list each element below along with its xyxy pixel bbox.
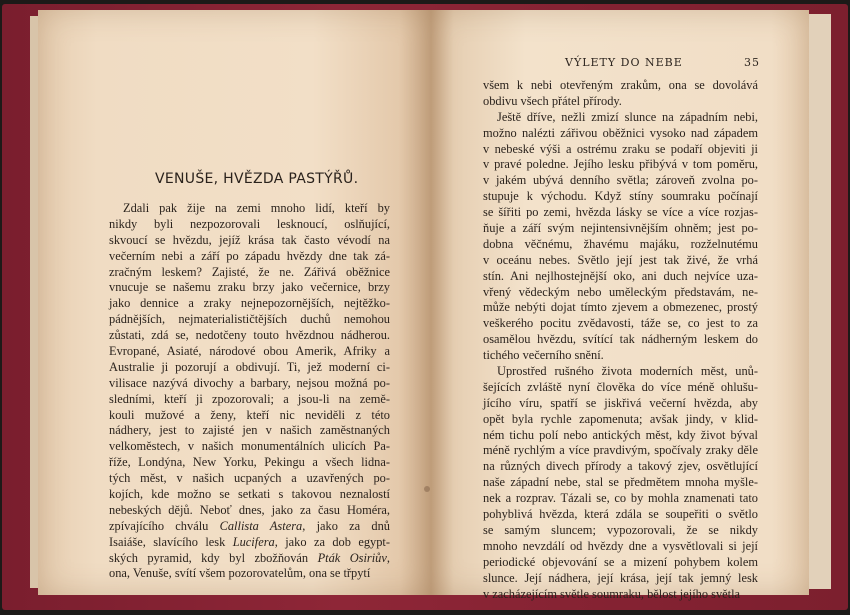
text-line: možno nalézti zářivou oběžnici vysoko nad západem [483, 125, 758, 140]
text-line: ňuje a září svým nejintensivnějším ohněm; jest po- [483, 221, 758, 236]
text-line: stín. Ani nejlhostejnější oko, ani duch nejvíce uza- [483, 268, 758, 283]
text-line: v jakém ubývá denního světla; zároveň zvolna po- [483, 173, 758, 188]
text-line: naše západní nebe, stal se předmětem mnoha myšle- [483, 475, 758, 490]
text-line: obdivu všech přátel přírody. [483, 93, 622, 108]
text-line: tých měst, v našich ucpaných a uzavřených po- [109, 471, 390, 486]
text-line: nikdy byli nezpozorovali lesknoucí, oslňující, [109, 216, 390, 231]
text-line: nek a rozprav. Tázali se, co by mohla znamenati tato [483, 491, 758, 506]
text-line: jícího víru, spatří se jiskřivá večerní hvězda, aby [483, 395, 758, 410]
text-line: ném tichu polí nebo antických měst, kdy život býval [483, 427, 758, 442]
text-line: jako dennice a zraky nejnepozornějších, nejtěžko- [109, 296, 390, 311]
text-line: zračným leskem? Zajisté, že ne. Zářivá oběžnice [109, 264, 390, 279]
text-line: v nebeské výši a ostrému zraku se podaří objeviti ji [483, 141, 758, 156]
text-line: periodické objevování se a mizení pohybem kolem [483, 554, 758, 569]
text-line: skvoucí se hvězdu, jejíž krása tak často vévodí na [109, 232, 390, 247]
text-line: opět byla rychle zapomenuta; avšak jindy, v klid- [483, 411, 758, 426]
text-line: tichého večerního snění. [483, 348, 604, 363]
text-line: ských pyramid, kdy byl zbožňován Pták Osiriův, [109, 550, 390, 565]
text-line: se šířiti po zemi, hvězda lásky se více a více rozjas- [483, 205, 758, 220]
text-line: vilisace nazývá divochy a barbary, nejsou možná po- [109, 375, 390, 390]
text-line: vřený vědeckým nebo uměleckým představám, ne- [483, 284, 758, 299]
text-line: se samým sluncem; vypozorovali, že se nikdy [483, 522, 758, 537]
right-text-column [483, 78, 758, 602]
chapter-title: VENUŠE, HVĚZDA PASTÝŘŮ. [155, 171, 359, 187]
text-line: velkoměstech, v našich monumentálních ulicích Pa- [109, 439, 390, 454]
text-line: v zacházejícím světle soumraku, bělost jejího světla [483, 586, 741, 601]
text-line: veškerého pocitu zvědavosti, táže se, co jest to za [483, 316, 758, 331]
text-line: může nebýti dojat tímto zjevem a obmezenec, prostý [483, 300, 758, 315]
text-line: vnucuje se našemu zraku brzy jako večernice, brzy [109, 280, 390, 295]
running-head-title: VÝLETY DO NEBE [565, 56, 683, 69]
text-line: v pravé poledne. Jejího lesku přibývá v tom poměru, [483, 157, 758, 172]
text-line: v oceánu nebes. Světlo její jest tak živé, že vrhá [483, 252, 758, 267]
text-line: říže, Londýna, New Yorku, Pekingu a všech lidna- [109, 455, 390, 470]
text-line: osamělou hvězdu, svítící tak nádherným leskem do [483, 332, 758, 347]
left-text-column [109, 201, 390, 582]
text-line: večerním nebi a září po západu hvězdy dne tak zá- [109, 248, 390, 263]
text-line: všem k nebi otevřeným zrakům, ona se dovolává [483, 78, 758, 92]
text-line: kouli mužové a ženy, kteří nic neviděli z této [109, 407, 390, 422]
text-line: zůstati, zdá se, nedotčeny touto hvězdnou nádherou. [109, 328, 390, 343]
text-line: šejících zvláště nyní člověka do více méně ohlušu- [483, 379, 758, 394]
text-line: pohyblivá hvězda, která zdála se soupeřiti o světlo [483, 507, 758, 522]
text-line: dobna věčnému, žhavému majáku, rozželnutému [483, 236, 758, 251]
text-line: Isaiáše, slavícího lesk Lucifera, jako za dob egypt- [109, 534, 391, 549]
text-line: sledními, kteří ji zpozorovali; a jsou-li na země- [109, 391, 390, 406]
text-line: Zdali pak žije na zemi mnoho lidí, kteří by [123, 201, 390, 215]
right-page-edges [809, 14, 831, 589]
text-line: nádhery, jest to zajisté jen v našich zaměstnaných [109, 423, 390, 438]
text-line: mnoho nevzdálí od hvězdy dne a vysvětlovali si její [483, 538, 758, 553]
text-line: Uprostřed rušného života moderních měst, unů- [497, 364, 758, 379]
text-line: kojích, kde možno se setkati s takovou neznalostí [109, 487, 390, 502]
text-line: stupuje k východu. Když stíny soumraku počínají [483, 189, 758, 204]
text-line: Ještě dříve, nežli zmizí slunce na západním nebi, [497, 109, 758, 124]
text-line: Australie ji pozorují a obdivují. Ti, jež moderní ci- [109, 359, 390, 374]
paper-stain [424, 486, 430, 492]
page-number: 35 [744, 56, 760, 69]
text-line: nebeských dějů. Neboť dnes, jako za času Homéra, [109, 502, 390, 517]
text-line: slunce. Její nádhera, její krása, její tak jemný lesk [483, 570, 758, 585]
text-line: zpívajícího chválu Callista Astera, jako za dnů [109, 518, 390, 533]
text-line: méně rychlým a více pravdivým, spočívaly zraky děle [483, 443, 758, 458]
text-line: ona, Venuše, svítí všem pozorovatelům, ona se třpytí [109, 566, 371, 581]
text-line: Evropané, Asiaté, národové obou Amerik, Afriky a [109, 344, 390, 359]
text-line: na různých divech přírody a takový zjev, osvětlující [483, 459, 758, 474]
text-line: pádnějších, nejmaterialističtějších duchů nemohou [109, 312, 390, 327]
